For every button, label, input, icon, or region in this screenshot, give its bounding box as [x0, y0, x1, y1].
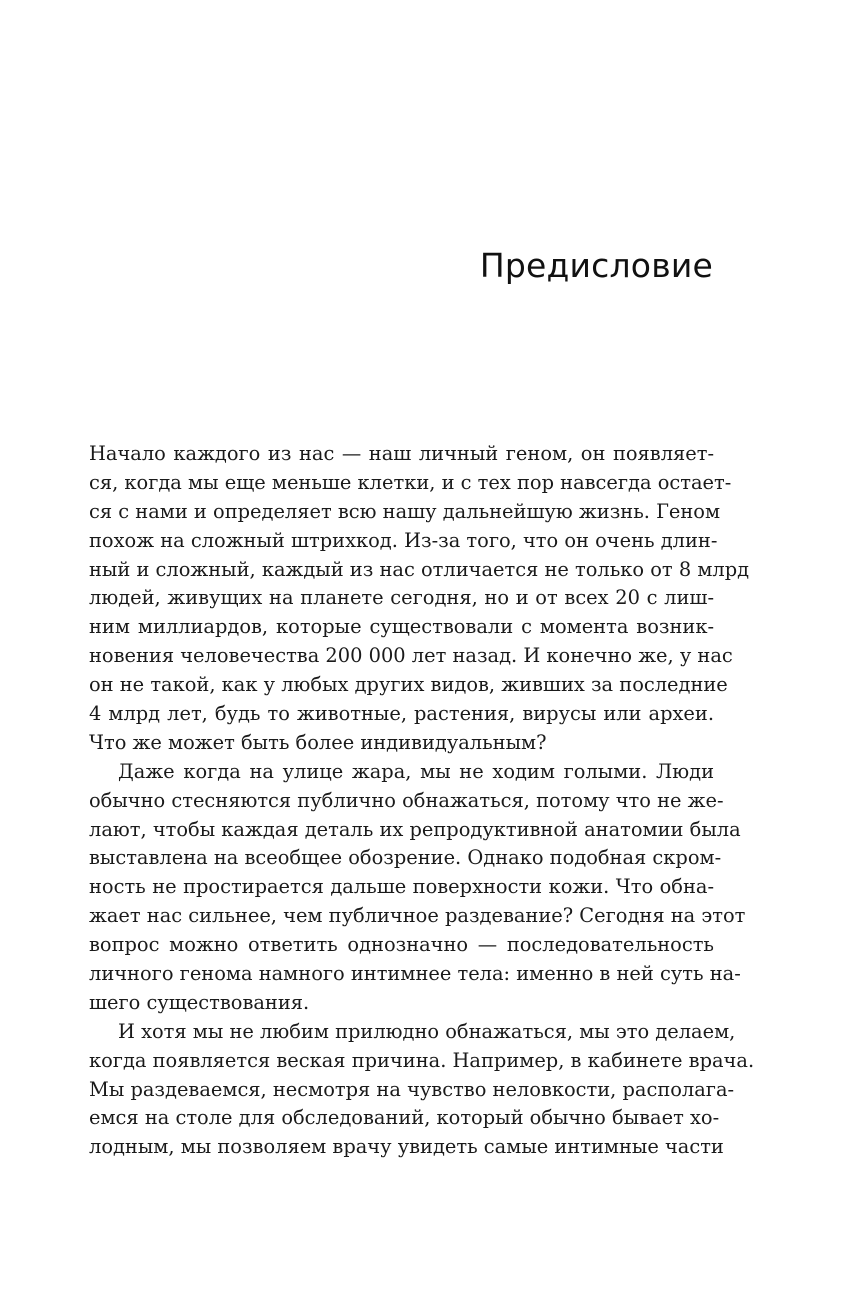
- text-line: ним миллиардов, которые существовали с момента возник-: [89, 615, 714, 639]
- text-line: И хотя мы не любим прилюдно обнажаться, мы это делаем,: [118, 1019, 736, 1043]
- chapter-title: Предисловие: [479, 246, 713, 285]
- text-line: шего существования.: [89, 990, 310, 1014]
- text-line: вопрос можно ответить однозначно — последовательность: [89, 933, 714, 957]
- text-line: Начало каждого из нас — наш личный геном, он появляет-: [89, 442, 714, 465]
- text-line: новения человечества 200 000 лет назад. И конечно же, у нас: [89, 644, 733, 668]
- body-text: [89, 440, 755, 1162]
- text-line: похож на сложный штрихкод. Из-за того, что он очень длин-: [89, 528, 718, 552]
- text-line: ся, когда мы еще меньше клетки, и с тех пор навсегда остает-: [89, 470, 732, 494]
- text-line: ный и сложный, каждый из нас отличается не только от 8 млрд: [89, 557, 750, 581]
- text-line: обычно стесняются публично обнажаться, потому что не же-: [89, 788, 724, 812]
- text-line: жает нас сильнее, чем публичное раздевание? Сегодня на этот: [89, 904, 746, 928]
- text-line: людей, живущих на планете сегодня, но и от всех 20 с лиш-: [89, 586, 714, 610]
- text-line: выставлена на всеобщее обозрение. Однако подобная скром-: [89, 846, 722, 870]
- text-line: ся с нами и определяет всю нашу дальнейшую жизнь. Геном: [89, 499, 721, 523]
- text-line: Мы раздеваемся, несмотря на чувство неловкости, располага-: [89, 1077, 735, 1101]
- text-line: емся на столе для обследований, который обычно бывает хо-: [89, 1106, 720, 1130]
- text-line: лодным, мы позволяем врачу увидеть самые интимные части: [89, 1135, 724, 1159]
- text-line: когда появляется веская причина. Например, в кабинете врача.: [89, 1048, 755, 1072]
- text-line: личного генома намного интимнее тела: именно в ней суть на-: [89, 962, 741, 986]
- text-line: лают, чтобы каждая деталь их репродуктивной анатомии была: [89, 817, 741, 841]
- text-line: он не такой, как у любых других видов, живших за последние: [89, 673, 728, 697]
- text-line: 4 млрд лет, будь то животные, растения, вирусы или археи.: [89, 702, 714, 726]
- text-line: Даже когда на улице жара, мы не ходим голыми. Люди: [118, 759, 714, 783]
- text-line: ность не простирается дальше поверхности кожи. Что обна-: [89, 875, 714, 899]
- text-line: Что же может быть более индивидуальным?: [89, 730, 547, 754]
